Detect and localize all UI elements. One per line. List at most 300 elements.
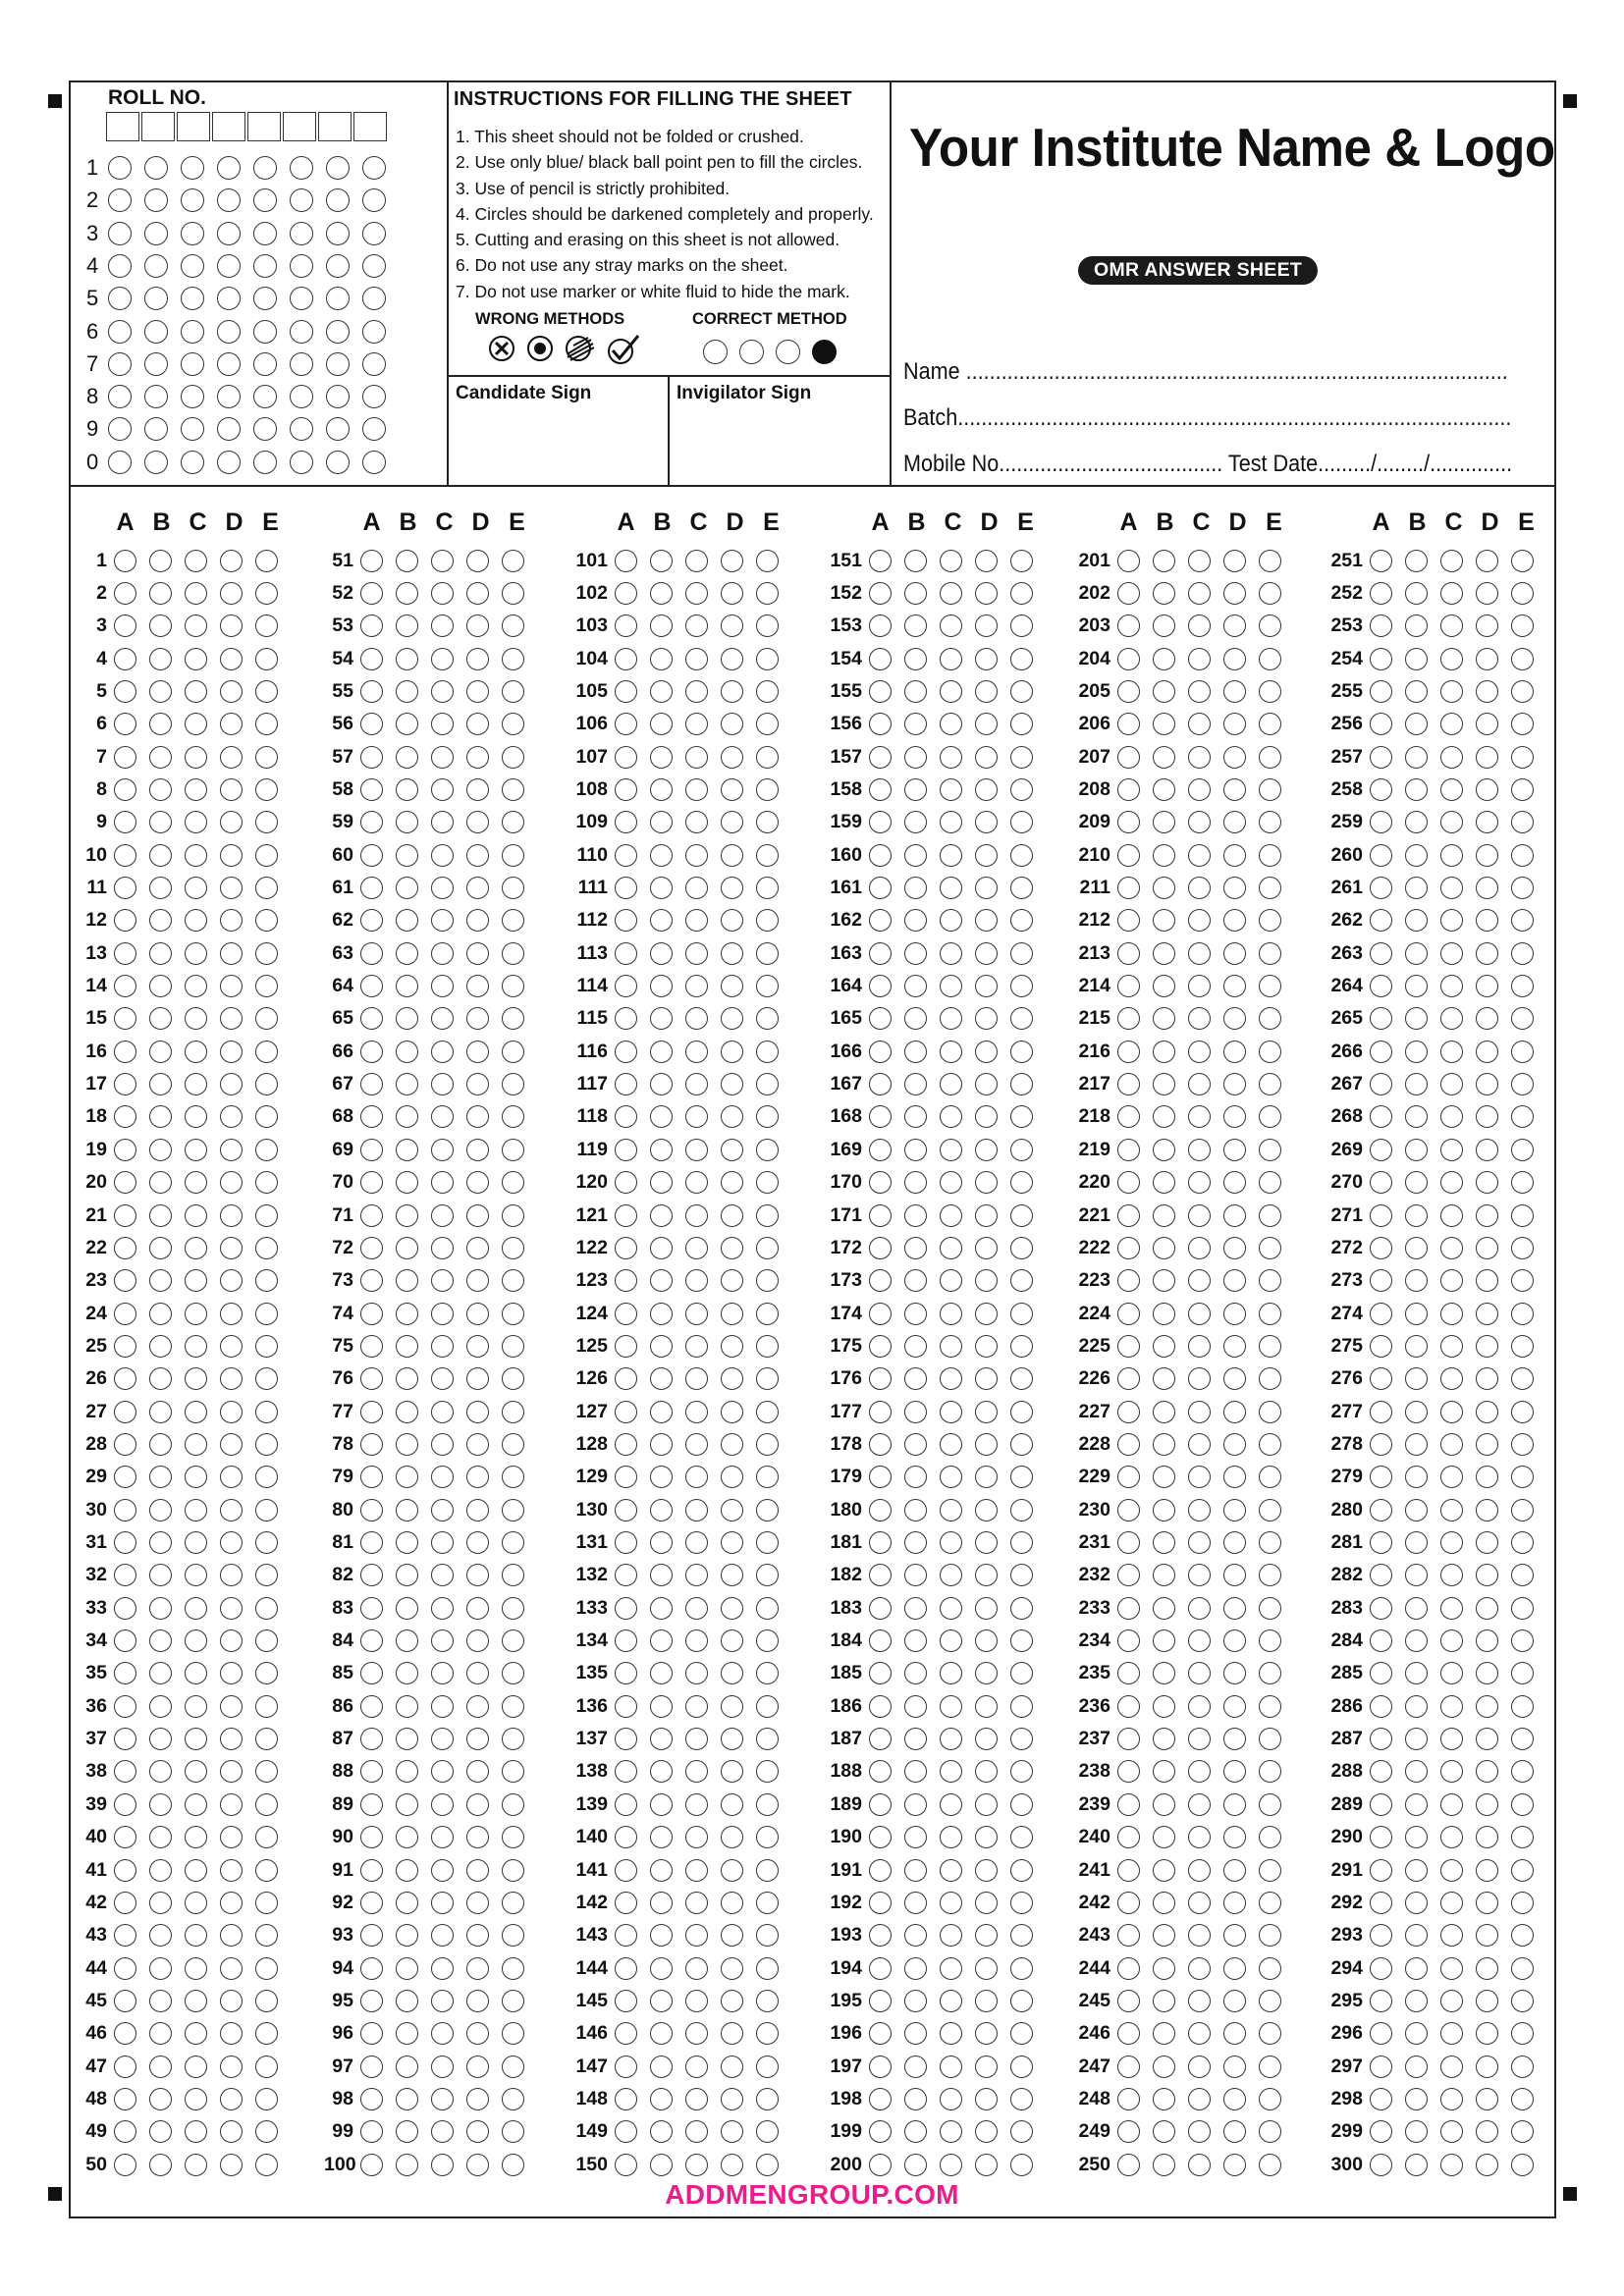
answer-bubble-a[interactable] — [615, 844, 637, 867]
answer-bubble-a[interactable] — [615, 1892, 637, 1914]
answer-bubble-e[interactable] — [502, 550, 524, 572]
answer-bubble-a[interactable] — [360, 614, 383, 637]
answer-bubble-e[interactable] — [1259, 1826, 1281, 1848]
answer-bubble-e[interactable] — [502, 844, 524, 867]
answer-bubble-c[interactable] — [685, 1957, 708, 1980]
answer-bubble-c[interactable] — [1188, 1564, 1211, 1586]
roll-bubble[interactable] — [253, 254, 277, 278]
answer-bubble-a[interactable] — [1370, 2120, 1392, 2143]
answer-bubble-e[interactable] — [1511, 1924, 1534, 1947]
answer-bubble-d[interactable] — [1223, 713, 1246, 735]
answer-bubble-b[interactable] — [904, 1564, 927, 1586]
answer-bubble-d[interactable] — [721, 1171, 743, 1194]
answer-bubble-b[interactable] — [1153, 1531, 1175, 1554]
answer-bubble-a[interactable] — [615, 1629, 637, 1652]
answer-bubble-e[interactable] — [1010, 1531, 1033, 1554]
answer-bubble-c[interactable] — [1188, 778, 1211, 801]
answer-bubble-d[interactable] — [1223, 1007, 1246, 1030]
answer-bubble-d[interactable] — [1476, 1892, 1498, 1914]
answer-bubble-d[interactable] — [220, 713, 243, 735]
answer-bubble-c[interactable] — [1440, 1367, 1463, 1390]
answer-bubble-b[interactable] — [904, 877, 927, 899]
answer-bubble-a[interactable] — [1370, 614, 1392, 637]
answer-bubble-e[interactable] — [1259, 778, 1281, 801]
answer-bubble-c[interactable] — [1440, 1433, 1463, 1456]
answer-bubble-a[interactable] — [615, 1990, 637, 2012]
answer-bubble-b[interactable] — [904, 1924, 927, 1947]
answer-bubble-e[interactable] — [255, 844, 278, 867]
answer-bubble-c[interactable] — [685, 1990, 708, 2012]
answer-bubble-b[interactable] — [1405, 844, 1428, 867]
answer-bubble-a[interactable] — [1370, 1204, 1392, 1227]
answer-bubble-a[interactable] — [1117, 975, 1140, 997]
answer-bubble-c[interactable] — [1188, 1139, 1211, 1161]
answer-bubble-a[interactable] — [615, 1695, 637, 1718]
answer-bubble-a[interactable] — [1117, 1990, 1140, 2012]
answer-bubble-e[interactable] — [502, 1303, 524, 1325]
answer-bubble-e[interactable] — [1259, 942, 1281, 965]
answer-bubble-a[interactable] — [615, 778, 637, 801]
answer-bubble-d[interactable] — [466, 614, 489, 637]
answer-bubble-d[interactable] — [975, 1499, 998, 1522]
answer-bubble-b[interactable] — [1153, 2088, 1175, 2110]
answer-bubble-a[interactable] — [869, 1597, 892, 1620]
answer-bubble-c[interactable] — [940, 1041, 962, 1063]
answer-bubble-e[interactable] — [1010, 1433, 1033, 1456]
roll-bubble[interactable] — [144, 320, 168, 344]
answer-bubble-a[interactable] — [114, 1269, 136, 1292]
answer-bubble-e[interactable] — [756, 648, 779, 670]
answer-bubble-b[interactable] — [1405, 1204, 1428, 1227]
answer-bubble-c[interactable] — [185, 1269, 207, 1292]
roll-bubble[interactable] — [144, 385, 168, 408]
answer-bubble-e[interactable] — [756, 1237, 779, 1259]
answer-bubble-c[interactable] — [940, 1924, 962, 1947]
answer-bubble-b[interactable] — [396, 614, 418, 637]
answer-bubble-d[interactable] — [975, 975, 998, 997]
answer-bubble-d[interactable] — [975, 1892, 998, 1914]
batch-field[interactable]: Batch.............................................................................................. — [903, 404, 1512, 431]
answer-bubble-b[interactable] — [1153, 1859, 1175, 1882]
answer-bubble-a[interactable] — [360, 1303, 383, 1325]
answer-bubble-d[interactable] — [466, 1335, 489, 1358]
answer-bubble-c[interactable] — [940, 1499, 962, 1522]
answer-bubble-c[interactable] — [431, 811, 454, 833]
answer-bubble-c[interactable] — [940, 942, 962, 965]
answer-bubble-e[interactable] — [1010, 680, 1033, 703]
answer-bubble-d[interactable] — [1476, 942, 1498, 965]
answer-bubble-e[interactable] — [1259, 1237, 1281, 1259]
answer-bubble-e[interactable] — [502, 942, 524, 965]
answer-bubble-b[interactable] — [650, 1303, 673, 1325]
answer-bubble-a[interactable] — [869, 1924, 892, 1947]
roll-bubble[interactable] — [181, 451, 204, 474]
answer-bubble-b[interactable] — [650, 1204, 673, 1227]
answer-bubble-e[interactable] — [1259, 2154, 1281, 2176]
roll-no-box[interactable] — [141, 112, 175, 141]
answer-bubble-c[interactable] — [1188, 1367, 1211, 1390]
answer-bubble-e[interactable] — [255, 1007, 278, 1030]
answer-bubble-e[interactable] — [502, 1269, 524, 1292]
answer-bubble-d[interactable] — [1476, 1662, 1498, 1684]
answer-bubble-d[interactable] — [975, 1760, 998, 1783]
answer-bubble-e[interactable] — [1010, 550, 1033, 572]
answer-bubble-b[interactable] — [149, 2154, 172, 2176]
answer-bubble-d[interactable] — [220, 648, 243, 670]
answer-bubble-d[interactable] — [466, 1760, 489, 1783]
answer-bubble-d[interactable] — [220, 1760, 243, 1783]
answer-bubble-a[interactable] — [360, 1335, 383, 1358]
answer-bubble-e[interactable] — [1010, 1728, 1033, 1750]
answer-bubble-e[interactable] — [255, 1793, 278, 1816]
answer-bubble-e[interactable] — [756, 1139, 779, 1161]
answer-bubble-a[interactable] — [360, 1139, 383, 1161]
answer-bubble-b[interactable] — [396, 1401, 418, 1423]
answer-bubble-d[interactable] — [220, 877, 243, 899]
answer-bubble-a[interactable] — [1117, 2022, 1140, 2045]
answer-bubble-b[interactable] — [1153, 1466, 1175, 1488]
answer-bubble-b[interactable] — [149, 1303, 172, 1325]
answer-bubble-b[interactable] — [650, 1629, 673, 1652]
answer-bubble-a[interactable] — [1117, 1597, 1140, 1620]
answer-bubble-e[interactable] — [1511, 1269, 1534, 1292]
answer-bubble-c[interactable] — [685, 582, 708, 605]
answer-bubble-d[interactable] — [220, 1924, 243, 1947]
answer-bubble-b[interactable] — [149, 1990, 172, 2012]
answer-bubble-e[interactable] — [1010, 1139, 1033, 1161]
answer-bubble-d[interactable] — [1223, 1335, 1246, 1358]
answer-bubble-c[interactable] — [685, 844, 708, 867]
answer-bubble-d[interactable] — [975, 1139, 998, 1161]
answer-bubble-c[interactable] — [431, 1531, 454, 1554]
answer-bubble-e[interactable] — [255, 1695, 278, 1718]
answer-bubble-b[interactable] — [1405, 1007, 1428, 1030]
answer-bubble-e[interactable] — [1010, 746, 1033, 769]
answer-bubble-e[interactable] — [255, 1466, 278, 1488]
answer-bubble-d[interactable] — [721, 1073, 743, 1095]
answer-bubble-d[interactable] — [721, 680, 743, 703]
answer-bubble-a[interactable] — [1117, 713, 1140, 735]
answer-bubble-e[interactable] — [1259, 2120, 1281, 2143]
answer-bubble-a[interactable] — [1117, 844, 1140, 867]
answer-bubble-b[interactable] — [1153, 550, 1175, 572]
answer-bubble-c[interactable] — [185, 1597, 207, 1620]
answer-bubble-d[interactable] — [721, 811, 743, 833]
answer-bubble-b[interactable] — [149, 1924, 172, 1947]
answer-bubble-b[interactable] — [396, 1957, 418, 1980]
answer-bubble-e[interactable] — [502, 909, 524, 932]
answer-bubble-b[interactable] — [650, 550, 673, 572]
answer-bubble-c[interactable] — [185, 975, 207, 997]
roll-bubble[interactable] — [290, 287, 313, 310]
answer-bubble-d[interactable] — [220, 1859, 243, 1882]
roll-bubble[interactable] — [217, 156, 241, 180]
answer-bubble-e[interactable] — [502, 2022, 524, 2045]
answer-bubble-d[interactable] — [466, 1662, 489, 1684]
answer-bubble-a[interactable] — [360, 1892, 383, 1914]
answer-bubble-a[interactable] — [360, 1826, 383, 1848]
answer-bubble-d[interactable] — [1223, 1041, 1246, 1063]
answer-bubble-d[interactable] — [721, 648, 743, 670]
answer-bubble-a[interactable] — [1117, 1892, 1140, 1914]
answer-bubble-d[interactable] — [1476, 1564, 1498, 1586]
answer-bubble-b[interactable] — [650, 1237, 673, 1259]
answer-bubble-c[interactable] — [685, 2056, 708, 2078]
answer-bubble-a[interactable] — [114, 844, 136, 867]
roll-bubble[interactable] — [253, 352, 277, 376]
answer-bubble-c[interactable] — [685, 1073, 708, 1095]
answer-bubble-c[interactable] — [185, 1237, 207, 1259]
answer-bubble-c[interactable] — [431, 1728, 454, 1750]
answer-bubble-d[interactable] — [721, 1105, 743, 1128]
answer-bubble-a[interactable] — [1117, 1728, 1140, 1750]
answer-bubble-d[interactable] — [1476, 1695, 1498, 1718]
answer-bubble-e[interactable] — [1511, 811, 1534, 833]
answer-bubble-c[interactable] — [431, 1139, 454, 1161]
answer-bubble-b[interactable] — [1153, 1105, 1175, 1128]
answer-bubble-e[interactable] — [255, 1531, 278, 1554]
answer-bubble-c[interactable] — [1440, 1793, 1463, 1816]
answer-bubble-b[interactable] — [904, 1269, 927, 1292]
answer-bubble-b[interactable] — [149, 1335, 172, 1358]
answer-bubble-a[interactable] — [114, 1760, 136, 1783]
answer-bubble-c[interactable] — [685, 1924, 708, 1947]
answer-bubble-a[interactable] — [1117, 1695, 1140, 1718]
answer-bubble-d[interactable] — [1223, 1433, 1246, 1456]
answer-bubble-d[interactable] — [721, 1924, 743, 1947]
answer-bubble-a[interactable] — [1370, 713, 1392, 735]
answer-bubble-c[interactable] — [431, 1105, 454, 1128]
answer-bubble-d[interactable] — [1223, 1957, 1246, 1980]
answer-bubble-b[interactable] — [149, 811, 172, 833]
answer-bubble-e[interactable] — [502, 1760, 524, 1783]
answer-bubble-b[interactable] — [904, 778, 927, 801]
answer-bubble-c[interactable] — [431, 1367, 454, 1390]
answer-bubble-e[interactable] — [502, 1924, 524, 1947]
answer-bubble-c[interactable] — [1188, 713, 1211, 735]
answer-bubble-d[interactable] — [721, 909, 743, 932]
answer-bubble-c[interactable] — [1188, 1335, 1211, 1358]
answer-bubble-b[interactable] — [650, 648, 673, 670]
answer-bubble-e[interactable] — [1511, 2120, 1534, 2143]
answer-bubble-a[interactable] — [1370, 1007, 1392, 1030]
answer-bubble-c[interactable] — [1188, 975, 1211, 997]
answer-bubble-c[interactable] — [1440, 1859, 1463, 1882]
answer-bubble-d[interactable] — [721, 1041, 743, 1063]
answer-bubble-d[interactable] — [1476, 811, 1498, 833]
answer-bubble-e[interactable] — [1010, 1499, 1033, 1522]
answer-bubble-b[interactable] — [904, 1826, 927, 1848]
answer-bubble-e[interactable] — [502, 1007, 524, 1030]
answer-bubble-d[interactable] — [466, 2056, 489, 2078]
answer-bubble-d[interactable] — [975, 811, 998, 833]
answer-bubble-a[interactable] — [1370, 877, 1392, 899]
answer-bubble-c[interactable] — [685, 648, 708, 670]
answer-bubble-c[interactable] — [185, 2120, 207, 2143]
answer-bubble-a[interactable] — [1117, 1269, 1140, 1292]
answer-bubble-c[interactable] — [940, 1105, 962, 1128]
answer-bubble-c[interactable] — [1188, 1924, 1211, 1947]
answer-bubble-e[interactable] — [1259, 844, 1281, 867]
answer-bubble-b[interactable] — [396, 1139, 418, 1161]
answer-bubble-c[interactable] — [431, 746, 454, 769]
answer-bubble-e[interactable] — [1010, 2120, 1033, 2143]
answer-bubble-e[interactable] — [1010, 1204, 1033, 1227]
answer-bubble-e[interactable] — [1511, 1237, 1534, 1259]
answer-bubble-e[interactable] — [1259, 1793, 1281, 1816]
answer-bubble-d[interactable] — [1223, 2154, 1246, 2176]
answer-bubble-a[interactable] — [1370, 1892, 1392, 1914]
roll-bubble[interactable] — [362, 320, 386, 344]
answer-bubble-d[interactable] — [1223, 975, 1246, 997]
answer-bubble-d[interactable] — [220, 1041, 243, 1063]
answer-bubble-b[interactable] — [149, 582, 172, 605]
answer-bubble-e[interactable] — [756, 2088, 779, 2110]
answer-bubble-b[interactable] — [149, 1760, 172, 1783]
answer-bubble-c[interactable] — [685, 942, 708, 965]
answer-bubble-c[interactable] — [185, 2056, 207, 2078]
answer-bubble-b[interactable] — [904, 909, 927, 932]
answer-bubble-b[interactable] — [1153, 877, 1175, 899]
answer-bubble-e[interactable] — [502, 746, 524, 769]
answer-bubble-c[interactable] — [185, 1662, 207, 1684]
answer-bubble-c[interactable] — [685, 1269, 708, 1292]
answer-bubble-a[interactable] — [360, 1171, 383, 1194]
answer-bubble-d[interactable] — [466, 975, 489, 997]
answer-bubble-d[interactable] — [1476, 1401, 1498, 1423]
roll-no-box[interactable] — [106, 112, 139, 141]
answer-bubble-d[interactable] — [975, 1924, 998, 1947]
answer-bubble-b[interactable] — [1405, 1924, 1428, 1947]
answer-bubble-d[interactable] — [466, 713, 489, 735]
roll-bubble[interactable] — [253, 156, 277, 180]
answer-bubble-d[interactable] — [721, 1990, 743, 2012]
answer-bubble-a[interactable] — [1370, 975, 1392, 997]
answer-bubble-b[interactable] — [1153, 975, 1175, 997]
answer-bubble-b[interactable] — [1153, 2154, 1175, 2176]
answer-bubble-d[interactable] — [466, 811, 489, 833]
answer-bubble-a[interactable] — [869, 680, 892, 703]
answer-bubble-d[interactable] — [721, 746, 743, 769]
answer-bubble-b[interactable] — [1153, 1760, 1175, 1783]
answer-bubble-d[interactable] — [466, 909, 489, 932]
answer-bubble-b[interactable] — [149, 1629, 172, 1652]
answer-bubble-d[interactable] — [220, 1957, 243, 1980]
answer-bubble-e[interactable] — [1259, 1041, 1281, 1063]
answer-bubble-c[interactable] — [685, 1335, 708, 1358]
answer-bubble-b[interactable] — [1153, 614, 1175, 637]
answer-bubble-a[interactable] — [1370, 778, 1392, 801]
answer-bubble-c[interactable] — [1188, 1041, 1211, 1063]
answer-bubble-d[interactable] — [975, 909, 998, 932]
answer-bubble-b[interactable] — [149, 1564, 172, 1586]
answer-bubble-a[interactable] — [114, 1466, 136, 1488]
answer-bubble-e[interactable] — [1511, 1466, 1534, 1488]
answer-bubble-d[interactable] — [220, 1171, 243, 1194]
answer-bubble-e[interactable] — [756, 2154, 779, 2176]
answer-bubble-e[interactable] — [1511, 1041, 1534, 1063]
answer-bubble-e[interactable] — [255, 1924, 278, 1947]
answer-bubble-e[interactable] — [1259, 713, 1281, 735]
answer-bubble-b[interactable] — [650, 1105, 673, 1128]
answer-bubble-d[interactable] — [1476, 1531, 1498, 1554]
answer-bubble-e[interactable] — [255, 1041, 278, 1063]
answer-bubble-e[interactable] — [1511, 1499, 1534, 1522]
answer-bubble-d[interactable] — [1476, 1859, 1498, 1882]
answer-bubble-e[interactable] — [255, 1401, 278, 1423]
answer-bubble-c[interactable] — [185, 811, 207, 833]
answer-bubble-d[interactable] — [1476, 1466, 1498, 1488]
answer-bubble-b[interactable] — [1153, 1892, 1175, 1914]
answer-bubble-a[interactable] — [114, 614, 136, 637]
answer-bubble-d[interactable] — [466, 1990, 489, 2012]
answer-bubble-e[interactable] — [1259, 811, 1281, 833]
roll-bubble[interactable] — [108, 352, 132, 376]
roll-bubble[interactable] — [217, 385, 241, 408]
answer-bubble-b[interactable] — [1405, 1335, 1428, 1358]
answer-bubble-c[interactable] — [1440, 1401, 1463, 1423]
answer-bubble-b[interactable] — [149, 614, 172, 637]
answer-bubble-c[interactable] — [1440, 778, 1463, 801]
answer-bubble-d[interactable] — [220, 1564, 243, 1586]
answer-bubble-d[interactable] — [220, 614, 243, 637]
answer-bubble-a[interactable] — [1117, 614, 1140, 637]
answer-bubble-e[interactable] — [1010, 1466, 1033, 1488]
answer-bubble-e[interactable] — [1259, 1695, 1281, 1718]
answer-bubble-b[interactable] — [1153, 1924, 1175, 1947]
answer-bubble-a[interactable] — [615, 1826, 637, 1848]
answer-bubble-e[interactable] — [1010, 2088, 1033, 2110]
answer-bubble-b[interactable] — [396, 582, 418, 605]
answer-bubble-a[interactable] — [615, 1237, 637, 1259]
answer-bubble-c[interactable] — [940, 1629, 962, 1652]
roll-bubble[interactable] — [362, 385, 386, 408]
answer-bubble-a[interactable] — [1117, 648, 1140, 670]
answer-bubble-e[interactable] — [1511, 1204, 1534, 1227]
answer-bubble-b[interactable] — [396, 1662, 418, 1684]
answer-bubble-e[interactable] — [502, 1826, 524, 1848]
answer-bubble-a[interactable] — [360, 648, 383, 670]
answer-bubble-e[interactable] — [1259, 1433, 1281, 1456]
answer-bubble-b[interactable] — [904, 1139, 927, 1161]
answer-bubble-b[interactable] — [1405, 550, 1428, 572]
roll-bubble[interactable] — [253, 287, 277, 310]
answer-bubble-d[interactable] — [1476, 1499, 1498, 1522]
answer-bubble-a[interactable] — [114, 975, 136, 997]
answer-bubble-a[interactable] — [1117, 778, 1140, 801]
answer-bubble-d[interactable] — [1476, 1367, 1498, 1390]
answer-bubble-b[interactable] — [904, 844, 927, 867]
answer-bubble-e[interactable] — [1010, 1629, 1033, 1652]
answer-bubble-d[interactable] — [975, 1105, 998, 1128]
answer-bubble-a[interactable] — [1370, 1303, 1392, 1325]
answer-bubble-e[interactable] — [1010, 713, 1033, 735]
answer-bubble-c[interactable] — [431, 614, 454, 637]
roll-bubble[interactable] — [217, 320, 241, 344]
answer-bubble-b[interactable] — [396, 550, 418, 572]
answer-bubble-c[interactable] — [185, 1826, 207, 1848]
answer-bubble-c[interactable] — [431, 1662, 454, 1684]
answer-bubble-e[interactable] — [756, 1695, 779, 1718]
answer-bubble-c[interactable] — [685, 2154, 708, 2176]
answer-bubble-e[interactable] — [502, 2154, 524, 2176]
answer-bubble-e[interactable] — [1259, 1728, 1281, 1750]
answer-bubble-a[interactable] — [869, 1466, 892, 1488]
answer-bubble-a[interactable] — [869, 942, 892, 965]
answer-bubble-a[interactable] — [114, 1401, 136, 1423]
answer-bubble-a[interactable] — [1117, 1367, 1140, 1390]
answer-bubble-d[interactable] — [220, 909, 243, 932]
